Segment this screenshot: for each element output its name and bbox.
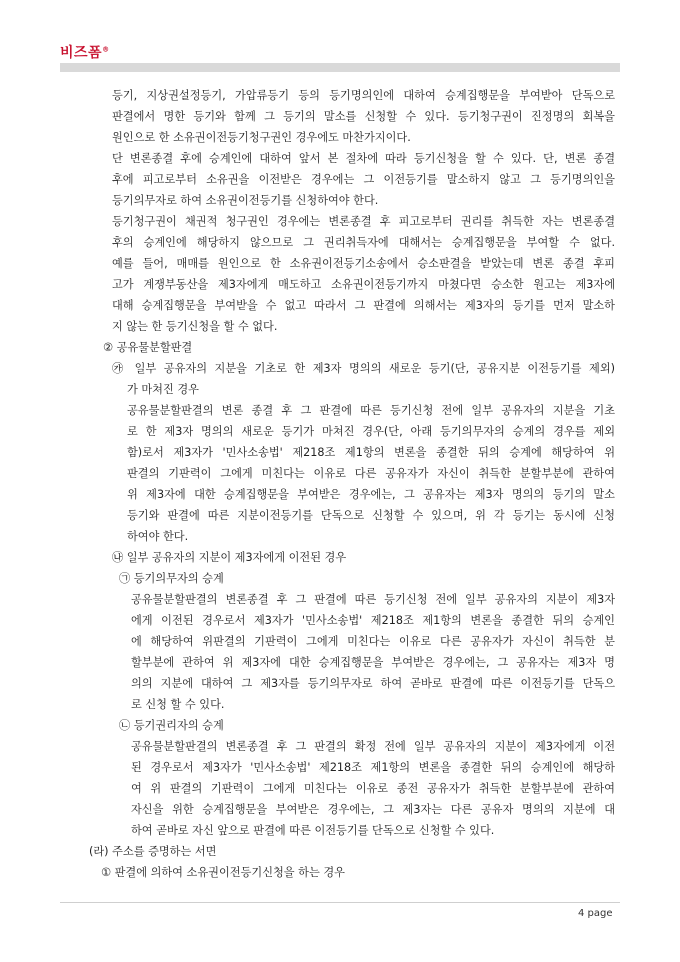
body-line: 등기의무자로 하여 소유권이전등기를 신청하여야 한다. — [112, 194, 379, 207]
subsection-heading: ㉯ 일부 공유자의 지분이 제3자에게 이전된 경우 — [112, 551, 347, 564]
body-line: 후에 피고로부터 소유권을 이전받은 경우에는 그 이전등기를 말소하지 않고 그 등기명의인을 — [112, 173, 615, 186]
section-heading: ① 판결에 의하여 소유권이전등기신청을 하는 경우 — [101, 866, 345, 879]
body-line: 하여 곧바로 자신 앞으로 판결에 따른 이전등기를 단독으로 신청할 수 있다. — [131, 824, 495, 837]
body-line: 등기, 지상권설정등기, 가압류등기 등의 등기명의인에 대하여 승계집행문을 부여받아 단독으로 — [112, 89, 615, 102]
body-line: 로 한 제3자 명의의 새로운 등기가 마쳐진 경우(단, 아래 등기의무자의 승계의 경우를 제외 — [127, 425, 615, 438]
body-line: 가 마쳐진 경우 — [127, 383, 199, 396]
section-heading: (라) 주소를 증명하는 서면 — [89, 845, 217, 858]
body-line: 함)로서 제3자가 '민사소송법' 제218조 제1항의 변론을 종결한 뒤의 승계에 해당하여 위 — [127, 446, 615, 459]
header-bar — [60, 63, 620, 72]
section-heading: ② 공유물분할판결 — [103, 341, 193, 354]
body-line: 로 신청 할 수 있다. — [131, 698, 225, 711]
body-line: 자신을 위한 승계집행문을 부여받은 경우에는, 그 제3자는 다른 공유자 명의의 지분에 대 — [131, 803, 615, 816]
body-line: 공유물분할판결의 변론종결 후 그 판결에 따른 등기신청 전에 일부 공유자의 지분이 제3자 — [131, 593, 615, 606]
body-line: 원인으로 한 소유권이전등기청구권인 경우에도 마찬가지이다. — [112, 131, 411, 144]
footer-divider — [60, 902, 620, 903]
brand-logo: 비즈폼® — [60, 45, 110, 61]
body-line: 하여야 한다. — [127, 530, 189, 543]
body-line: 의의 지분에 대하여 그 제3자를 등기의무자로 하여 곧바로 판결에 따른 이전등기를 단독으 — [131, 677, 615, 690]
subsection-heading: ㉮ 일부 공유자의 지분을 기초로 한 제3자 명의의 새로운 등기(단, 공유지분 이전등기를 제외) — [112, 362, 615, 375]
body-line: 등기와 판결에 따른 지분이전등기를 단독으로 신청할 수 있으며, 위 각 등기는 동시에 신청 — [127, 509, 615, 522]
body-line: 단 변론종결 후에 승계인에 대하여 앞서 본 절차에 따라 등기신청을 할 수 있다. 단, 변론 종결 — [112, 152, 615, 165]
body-line: 위 제3자에 대한 승계집행문을 부여받은 경우에는, 그 공유자는 제3자 명의의 등기의 말소 — [127, 488, 615, 501]
body-line: 대해 승계집행문을 부여받을 수 없고 따라서 그 판결에 의해서는 제3자의 등기를 먼저 말소하 — [112, 299, 615, 312]
body-line: 지 않는 한 등기신청을 할 수 없다. — [112, 320, 278, 333]
body-line: 고가 계쟁부동산을 제3자에게 매도하고 소유권이전등기까지 마쳤다면 승소한 원고는 제3자에 — [112, 278, 615, 291]
page-number: 4 page — [578, 908, 613, 919]
body-line: 판결에서 명한 등기와 함께 그 등기의 말소를 신청할 수 있다. 등기청구권이 진정명의 회복을 — [112, 110, 615, 123]
item-heading: ㉡ 등기권리자의 승계 — [119, 719, 224, 732]
item-heading: ㉠ 등기의무자의 승계 — [119, 572, 224, 585]
body-line: 된 경우로서 제3자가 '민사소송법' 제218조 제1항의 변론을 종결한 뒤의 승계인에 해당하 — [131, 761, 615, 774]
body-line: 공유물분할판결의 변론종결 후 그 판결의 확정 전에 일부 공유자의 지분이 제3자에게 이전 — [131, 740, 615, 753]
body-line: 에 해당하여 위판결의 기판력이 그에게 미친다는 이유로 다른 공유자가 자신이 취득한 분 — [131, 635, 615, 648]
body-line: 공유물분할판결의 변론 종결 후 그 판결에 따른 등기신청 전에 일부 공유자의 지분을 기초 — [127, 404, 615, 417]
body-line: 판결의 기판력이 그에게 미친다는 이유로 다른 공유자가 자신이 취득한 분할부분에 관하여 — [127, 467, 615, 480]
body-line: 예를 들어, 매매를 원인으로 한 소유권이전등기소송에서 승소판결을 받았는데 변론 종결 후피 — [112, 257, 615, 270]
body-line: 에게 이전된 경우로서 제3자가 '민사소송법' 제218조 제1항의 변론을 종결한 뒤의 승계인 — [131, 614, 615, 627]
body-line: 후의 승계인에 해당하지 않으므로 그 권리취득자에 대해서는 승계집행문을 부여할 수 없다. — [112, 236, 615, 249]
body-line: 할부분에 관하여 위 제3자에 대한 승계집행문을 부여받은 경우에는, 그 공유자는 제3자 명 — [131, 656, 615, 669]
body-line: 여 위 판결의 기판력이 그에게 미친다는 이유로 종전 공유자가 취득한 분할부분에 관하여 — [131, 782, 615, 795]
body-line: 등기청구권이 채권적 청구권인 경우에는 변론종결 후 피고로부터 권리를 취득한 자는 변론종결 — [112, 215, 615, 228]
